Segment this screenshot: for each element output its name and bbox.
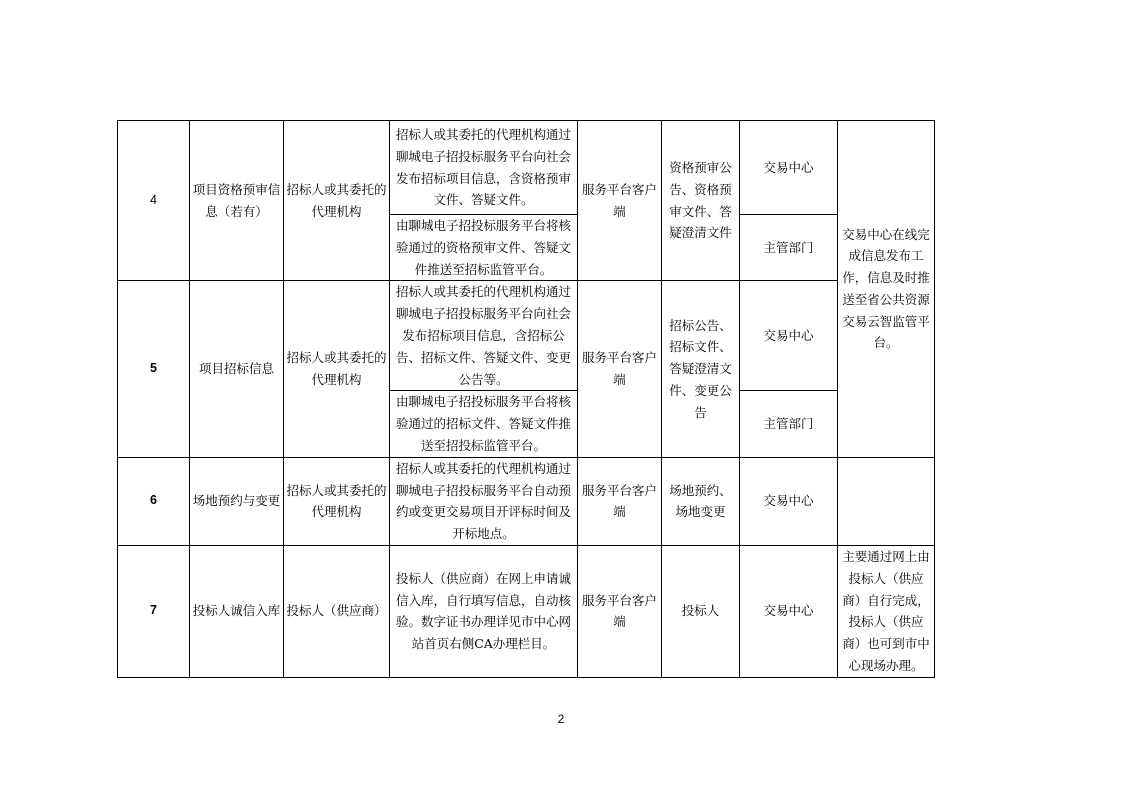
table-row bbox=[118, 545, 935, 677]
remark bbox=[838, 457, 935, 545]
row-number: 4 bbox=[118, 121, 190, 281]
subject: 投标人（供应商） bbox=[284, 545, 390, 677]
materials: 场地预约、场地变更 bbox=[662, 457, 740, 545]
item-name: 投标人诚信入库 bbox=[190, 545, 284, 677]
remark: 交易中心在线完成信息发布工作，信息及时推送至省公共资源交易云智监管平台。 bbox=[838, 121, 935, 458]
department: 主管部门 bbox=[740, 215, 838, 281]
subject: 招标人或其委托的代理机构 bbox=[284, 281, 390, 457]
department: 交易中心 bbox=[740, 121, 838, 215]
department: 交易中心 bbox=[740, 545, 838, 677]
row-number: 5 bbox=[118, 281, 190, 457]
department: 主管部门 bbox=[740, 391, 838, 457]
materials: 投标人 bbox=[662, 545, 740, 677]
process-table bbox=[117, 120, 935, 678]
content-text: 投标人（供应商）在网上申请诚信入库，自行填写信息，自动核验。数字证书办理详见市中心网站首页右侧CA办理栏目。 bbox=[390, 545, 578, 677]
channel: 服务平台客户端 bbox=[578, 457, 662, 545]
table-row bbox=[118, 281, 935, 391]
remark: 主要通过网上由投标人（供应商）自行完成，投标人（供应商）也可到市中心现场办理。 bbox=[838, 545, 935, 677]
materials: 资格预审公告、资格预审文件、答疑澄清文件 bbox=[662, 121, 740, 281]
content-text: 招标人或其委托的代理机构通过聊城电子招投标服务平台向社会发布招标项目信息，含招标公告、招标文件、答疑文件、变更公告等。 bbox=[390, 281, 578, 391]
content-text: 招标人或其委托的代理机构通过聊城电子招投标服务平台向社会发布招标项目信息，含资格预审文件、答疑文件。 bbox=[390, 121, 578, 215]
content-text: 招标人或其委托的代理机构通过聊城电子招投标服务平台自动预约或变更交易项目开评标时间及开标地点。 bbox=[390, 457, 578, 545]
subject: 招标人或其委托的代理机构 bbox=[284, 121, 390, 281]
channel: 服务平台客户端 bbox=[578, 545, 662, 677]
item-name: 项目资格预审信息（若有） bbox=[190, 121, 284, 281]
channel: 服务平台客户端 bbox=[578, 121, 662, 281]
item-name: 项目招标信息 bbox=[190, 281, 284, 457]
content-text: 由聊城电子招投标服务平台将核验通过的招标文件、答疑文件推送至招投标监管平台。 bbox=[390, 391, 578, 457]
content-text: 由聊城电子招投标服务平台将核验通过的资格预审文件、答疑文件推送至招标监管平台。 bbox=[390, 215, 578, 281]
row-number: 6 bbox=[118, 457, 190, 545]
materials: 招标公告、招标文件、答疑澄清文件、变更公告 bbox=[662, 281, 740, 457]
channel: 服务平台客户端 bbox=[578, 281, 662, 457]
row-number: 7 bbox=[118, 545, 190, 677]
subject: 招标人或其委托的代理机构 bbox=[284, 457, 390, 545]
table-row bbox=[118, 121, 935, 215]
page-number: 2 bbox=[557, 712, 565, 726]
department: 交易中心 bbox=[740, 281, 838, 391]
department: 交易中心 bbox=[740, 457, 838, 545]
item-name: 场地预约与变更 bbox=[190, 457, 284, 545]
table-row bbox=[118, 457, 935, 545]
